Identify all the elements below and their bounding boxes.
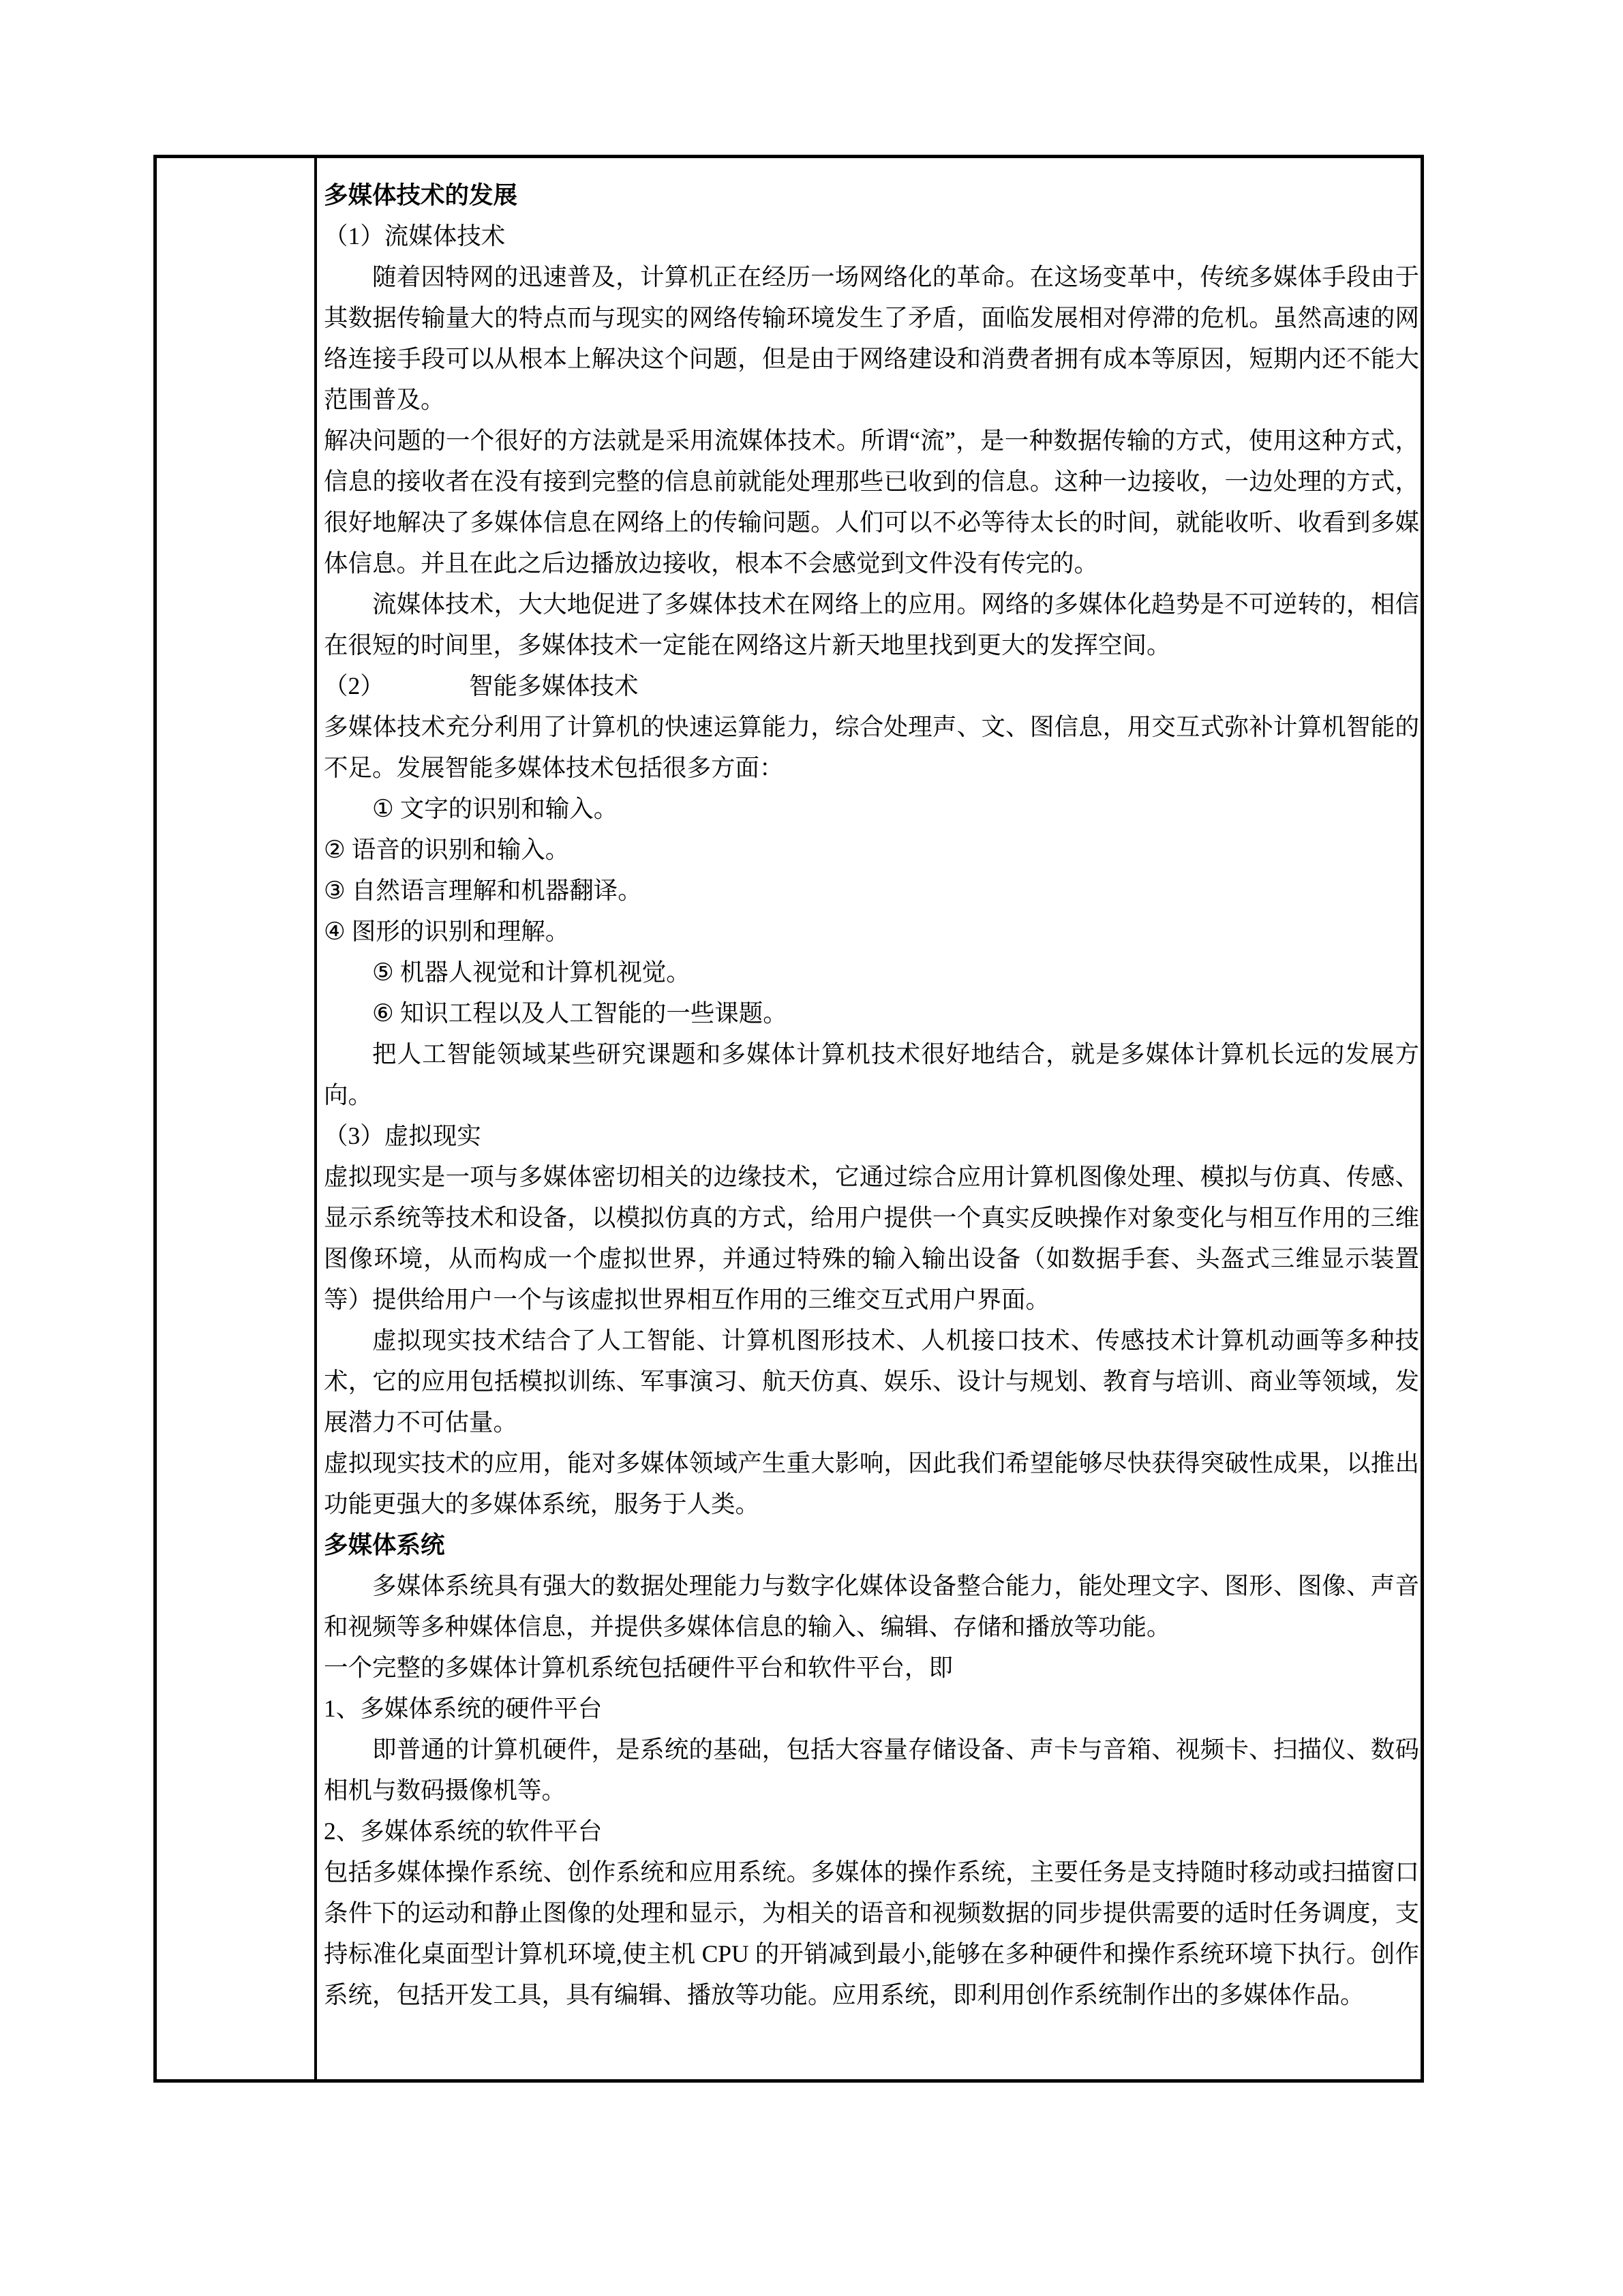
paragraph-internet-growth: 随着因特网的迅速普及，计算机正在经历一场网络化的革命。在这场变革中，传统多媒体手段由于其数据传输量大的特点而与现实的网络传输环境发生了矛盾，面临发展相对停滞的危机。虽然高速的网络连接手段可以从根本上解决这个问题，但是由于网络建设和消费者拥有成本等原因，短期内还不能大范围普及。 <box>324 263 1419 413</box>
paragraph-software-description: 包括多媒体操作系统、创作系统和应用系统。多媒体的操作系统，主要任务是支持随时移动或扫描窗口条件下的运动和静止图像的处理和显示，为相关的语音和视频数据的同步提供需要的适时任务调度，支持标准化桌面型计算机环境,使主机 CPU 的开销减到最小,能够在多种硬件和操作系统环境下执行。创作系统，包括开发工具，具有编辑、播放等功能。应用系统，即利用创作系统制作出的多媒体作品。 <box>324 1858 1419 2008</box>
list-item-text-recognition: ① 文字的识别和输入。 <box>372 795 618 822</box>
subheading-streaming-media: （1）流媒体技术 <box>324 222 506 250</box>
content-table <box>153 155 1424 2083</box>
subheading-virtual-reality: （3）虚拟现实 <box>324 1122 481 1149</box>
table-text-cell <box>317 158 1421 2079</box>
paragraph-system-capabilities: 多媒体系统具有强大的数据处理能力与数字化媒体设备整合能力，能处理文字、图形、图像、声音和视频等多种媒体信息，并提供多媒体信息的输入、编辑、存储和播放等功能。 <box>324 1572 1419 1640</box>
paragraph-vr-definition: 虚拟现实是一项与多媒体密切相关的边缘技术，它通过综合应用计算机图像处理、模拟与仿真、传感、显示系统等技术和设备，以模拟仿真的方式，给用户提供一个真实反映操作对象变化与相互作用的三维图像环境，从而构成一个虚拟世界，并通过特殊的输入输出设备（如数据手套、头盔式三维显示装置等）提供给用户一个与该虚拟世界相互作用的三维交互式用户界面。 <box>324 1163 1419 1313</box>
list-item-nlp-translation: ③ 自然语言理解和机器翻译。 <box>324 877 642 904</box>
subheading-intelligent-multimedia: （2） 智能多媒体技术 <box>324 672 639 699</box>
subheading-hardware-platform: 1、多媒体系统的硬件平台 <box>324 1695 603 1722</box>
paragraph-vr-applications: 虚拟现实技术的应用，能对多媒体领域产生重大影响，因此我们希望能够尽快获得突破性成果，以推出功能更强大的多媒体系统，服务于人类。 <box>324 1449 1419 1517</box>
section-heading-multimedia-development: 多媒体技术的发展 <box>324 181 518 209</box>
paragraph-ai-multimedia-combination: 把人工智能领域某些研究课题和多媒体计算机技术很好地结合，就是多媒体计算机长远的发展方向。 <box>324 1040 1419 1108</box>
paragraph-intelligent-multimedia-intro: 多媒体技术充分利用了计算机的快速运算能力，综合处理声、文、图信息，用交互式弥补计算机智能的不足。发展智能多媒体技术包括很多方面： <box>324 713 1419 781</box>
paragraph-streaming-solution: 解决问题的一个很好的方法就是采用流媒体技术。所谓“流”，是一种数据传输的方式，使用这种方式，信息的接收者在没有接到完整的信息前就能处理那些已收到的信息。这种一边接收，一边处理的方式，很好地解决了多媒体信息在网络上的传输问题。人们可以不必等待太长的时间，就能收听、收看到多媒体信息。并且在此之后边播放边接收，根本不会感觉到文件没有传完的。 <box>324 427 1419 577</box>
list-item-knowledge-engineering: ⑥ 知识工程以及人工智能的一些课题。 <box>372 999 787 1027</box>
subheading-software-platform: 2、多媒体系统的软件平台 <box>324 1817 603 1845</box>
paragraph-streaming-impact: 流媒体技术，大大地促进了多媒体技术在网络上的应用。网络的多媒体化趋势是不可逆转的，相信在很短的时间里，多媒体技术一定能在网络这片新天地里找到更大的发挥空间。 <box>324 590 1419 659</box>
section-heading-multimedia-system: 多媒体系统 <box>324 1531 445 1558</box>
table-left-empty-cell <box>157 158 317 2079</box>
paragraph-system-platforms: 一个完整的多媒体计算机系统包括硬件平台和软件平台，即 <box>324 1654 954 1681</box>
list-item-robot-vision: ⑤ 机器人视觉和计算机视觉。 <box>372 958 691 986</box>
list-item-speech-recognition: ② 语音的识别和输入。 <box>324 836 570 863</box>
paragraph-vr-technologies: 虚拟现实技术结合了人工智能、计算机图形技术、人机接口技术、传感技术计算机动画等多种技术，它的应用包括模拟训练、军事演习、航天仿真、娱乐、设计与规划、教育与培训、商业等领域，发展潜力不可估量。 <box>324 1327 1419 1436</box>
paragraph-hardware-description: 即普通的计算机硬件，是系统的基础，包括大容量存储设备、声卡与音箱、视频卡、扫描仪、数码相机与数码摄像机等。 <box>324 1736 1419 1804</box>
list-item-graphics-recognition: ④ 图形的识别和理解。 <box>324 918 570 945</box>
